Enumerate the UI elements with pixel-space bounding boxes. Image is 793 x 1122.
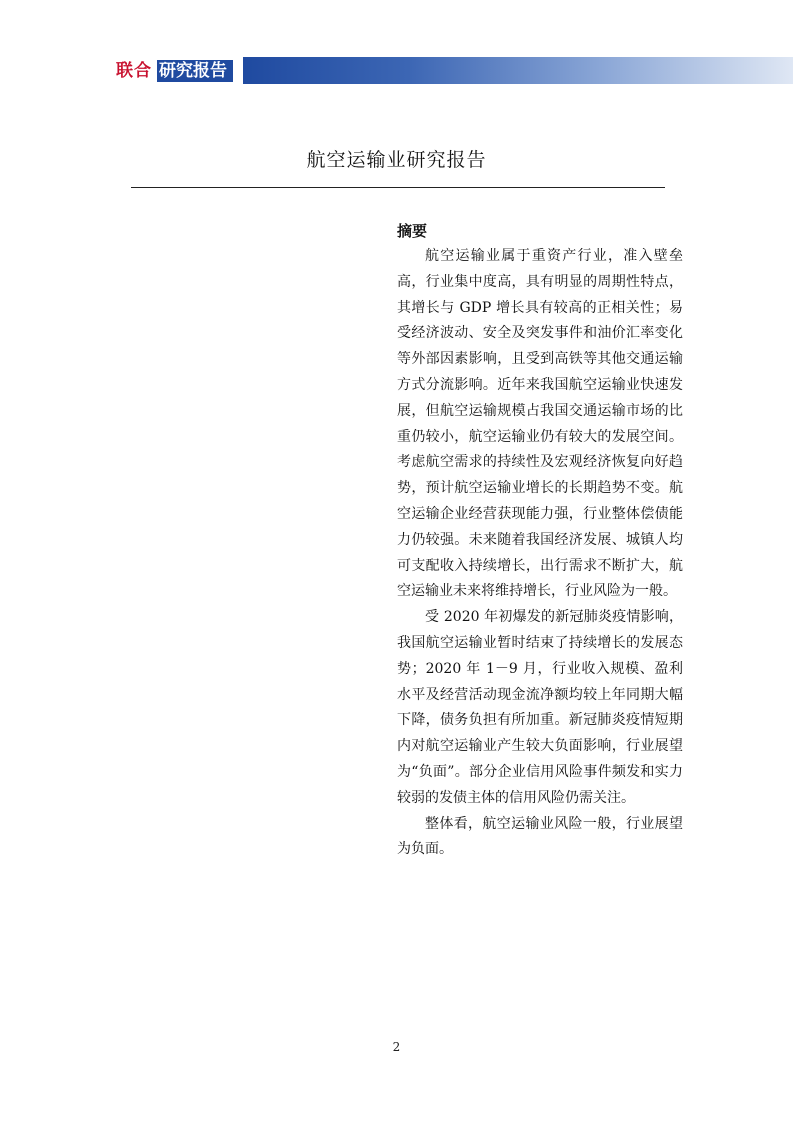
summary-paragraph-2: 受 2020 年初爆发的新冠肺炎疫情影响，我国航空运输业暂时结束了持续增长的发展态势；2020 年 1－9 月，行业收入规模、盈利水平及经营活动现金流净额均较上年同期大幅下降，债务负担有所加重。新冠肺炎疫情短期内对航空运输业产生较大负面影响，行业展望为“负面”。部分企业信用风险事件频发和实力较弱的发债主体的信用风险仍需关注。	[397, 609, 683, 806]
header-gradient-bar	[243, 57, 793, 84]
summary-paragraph-3: 整体看，航空运输业风险一般，行业展望为负面。	[397, 815, 683, 858]
page-number: 2	[392, 1040, 401, 1054]
title-divider	[131, 187, 665, 188]
summary-paragraph-1: 航空运输业属于重资产行业，准入壁垒高，行业集中度高，具有明显的周期性特点，其增长与 GDP 增长具有较高的正相关性；易受经济波动、安全及突发事件和油价汇率变化等外部因素影响，且受到高铁等其他交通运输方式分流影响。近年来我国航空运输业快速发展，但航空运输规模占我国交通运输市场的比重仍较小，航空运输业仍有较大的发展空间。考虑航空需求的持续性及宏观经济恢复向好趋势，预计航空运输业增长的长期趋势不变。航空运输企业经营获现能力强，行业整体偿债能力仍较强。未来随着我国经济发展、城镇人均可支配收入持续增长，出行需求不断扩大，航空运输业未来将维持增长，行业风险为一般。	[397, 248, 683, 600]
summary-heading: 摘要	[397, 222, 428, 240]
page-title: 航空运输业研究报告	[306, 149, 487, 171]
brand-logo-red: 联合	[116, 61, 152, 81]
summary-section	[397, 219, 683, 863]
brand-logo-blue: 研究报告	[159, 61, 227, 81]
